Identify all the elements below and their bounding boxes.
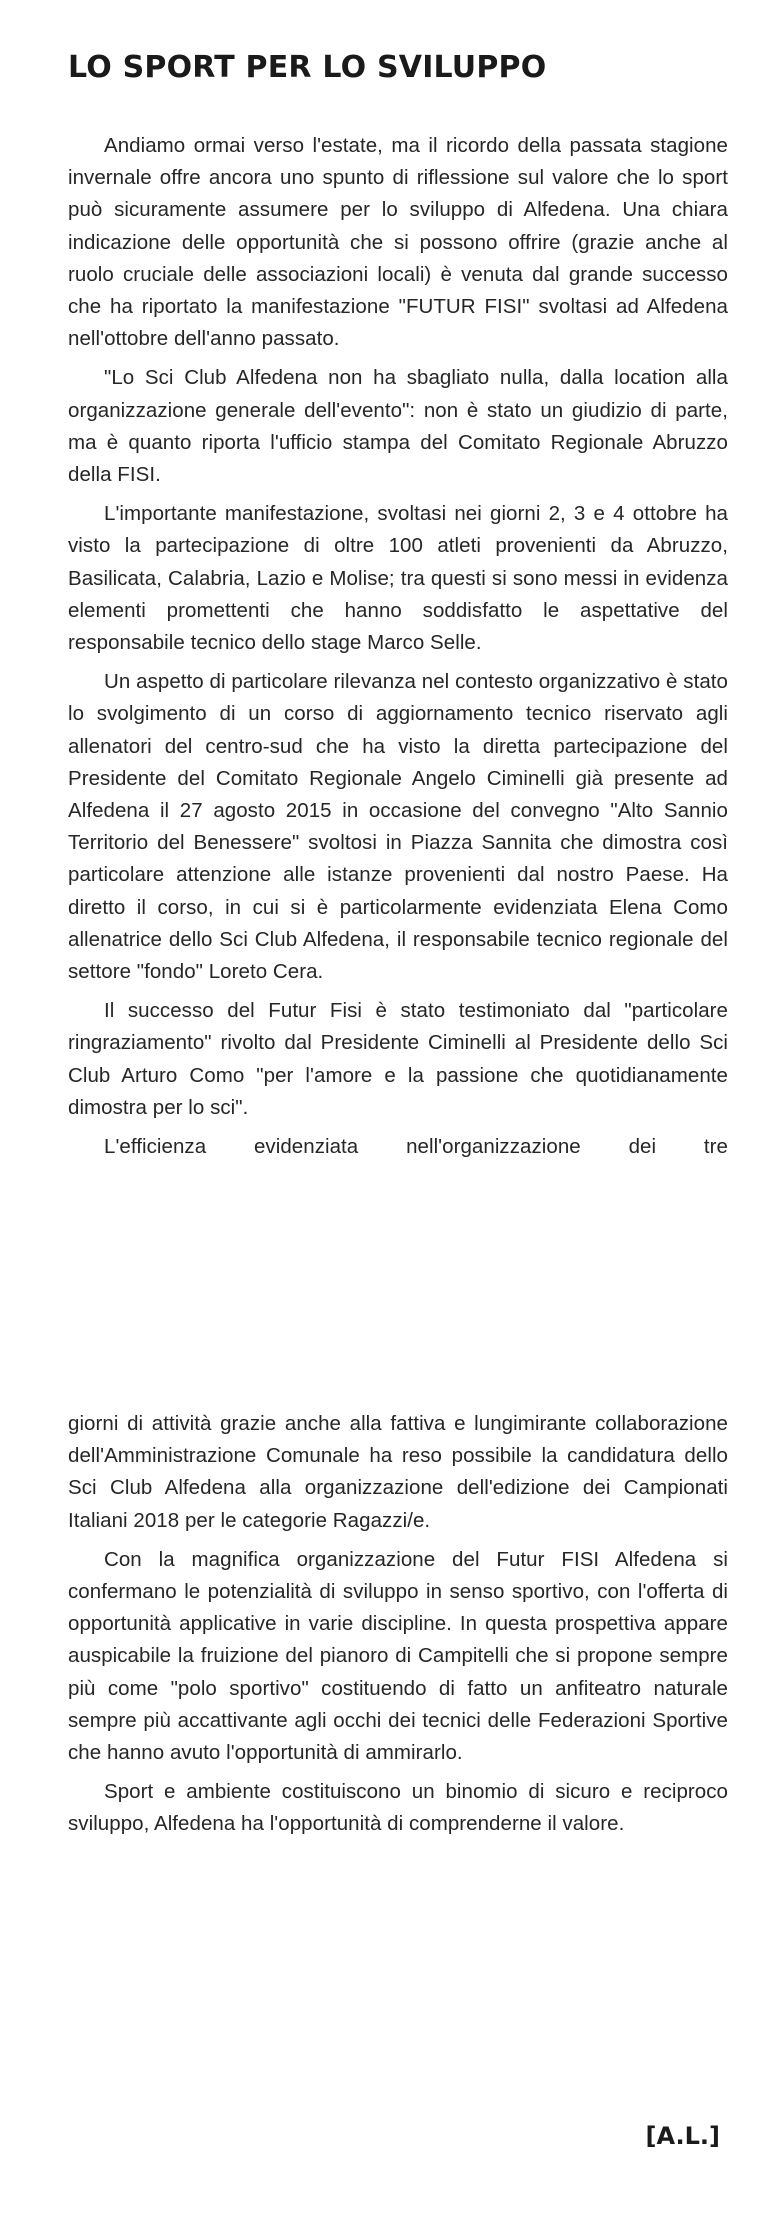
author-signature: [A.L.] — [645, 2122, 720, 2150]
paragraph-conclusion: Sport e ambiente costituiscono un binomio di sicuro e reciproco sviluppo, Alfedena ha l'opportunità di comprenderne il valore. — [68, 1780, 728, 1836]
article-body-part-2 — [68, 1408, 728, 1848]
article-body-part-1 — [68, 130, 728, 1170]
paragraph-event: L'importante manifestazione, svoltasi nei giorni 2, 3 e 4 ottobre ha visto la partecipazione di oltre 100 atleti provenienti da Abruzzo, Basilicata, Calabria, Lazio e Molise; tra questi si sono messi in evidenza elementi promettenti che hanno soddisfatto le aspettative del responsabile tecnico dello stage Marco Selle. — [68, 502, 728, 655]
paragraph-efficiency-continued: giorni di attività grazie anche alla fattiva e lungimirante collaborazione dell'Amministrazione Comunale ha reso possibile la candidatura dello Sci Club Alfedena alla organizzazione dell'edizione dei Campionati Italiani 2018 per le categorie Ragazzi/e. — [68, 1412, 728, 1532]
paragraph-efficiency-start: L'efficienza evidenziata nell'organizzazione dei tre — [104, 1135, 728, 1159]
paragraph-course: Un aspetto di particolare rilevanza nel contesto organizzativo è stato lo svolgimento di un corso di aggiornamento tecnico riservato agli allenatori del centro-sud che ha visto la diretta partecipazione del Presidente del Comitato Regionale Angelo Ciminelli già presente ad Alfedena il 27 agosto 2015 in occasione del convegno "Alto Sannio Territorio del Benessere" svoltosi in Piazza Sannita che dimostra così particolare attenzione alle istanze provenienti dal nostro Paese. Ha diretto il corso, in cui si è particolarmente evidenziata Elena Como allenatrice dello Sci Club Alfedena, il responsabile tecnico regionale del settore "fondo" Loreto Cera. — [68, 670, 728, 984]
paragraph-success: Il successo del Futur Fisi è stato testimoniato dal "particolare ringraziamento" rivolto dal Presidente Ciminelli al Presidente dello Sci Club Arturo Como "per l'amore e la passione che quotidianamente dimostra per lo sci". — [68, 999, 728, 1119]
article-title: LO SPORT PER LO SVILUPPO — [68, 50, 547, 85]
paragraph-intro: Andiamo ormai verso l'estate, ma il ricordo della passata stagione invernale offre ancora uno spunto di riflessione sul valore che lo sport può sicuramente assumere per lo sviluppo di Alfedena. Una chiara indicazione delle opportunità che si possono offrire (grazie anche al ruolo cruciale delle associazioni locali) è venuta dal grande successo che ha riportato la manifestazione "FUTUR FISI" svoltasi ad Alfedena nell'ottobre dell'anno passato. — [68, 134, 728, 351]
paragraph-potential: Con la magnifica organizzazione del Futur FISI Alfedena si confermano le potenzialità di sviluppo in senso sportivo, con l'offerta di opportunità applicative in varie discipline. In questa prospettiva appare auspicabile la fruizione del pianoro di Campitelli che si propone sempre più come "polo sportivo" costituendo di fatto un anfiteatro naturale sempre più accattivante agli occhi dei tecnici delle Federazioni Sportive che hanno avuto l'opportunità di ammirarlo. — [68, 1547, 728, 1765]
paragraph-quote: "Lo Sci Club Alfedena non ha sbagliato nulla, dalla location alla organizzazione generale dell'evento": non è stato un giudizio di parte, ma è quanto riporta l'ufficio stampa del Comitato Regionale Abruzzo della FISI. — [68, 366, 728, 487]
